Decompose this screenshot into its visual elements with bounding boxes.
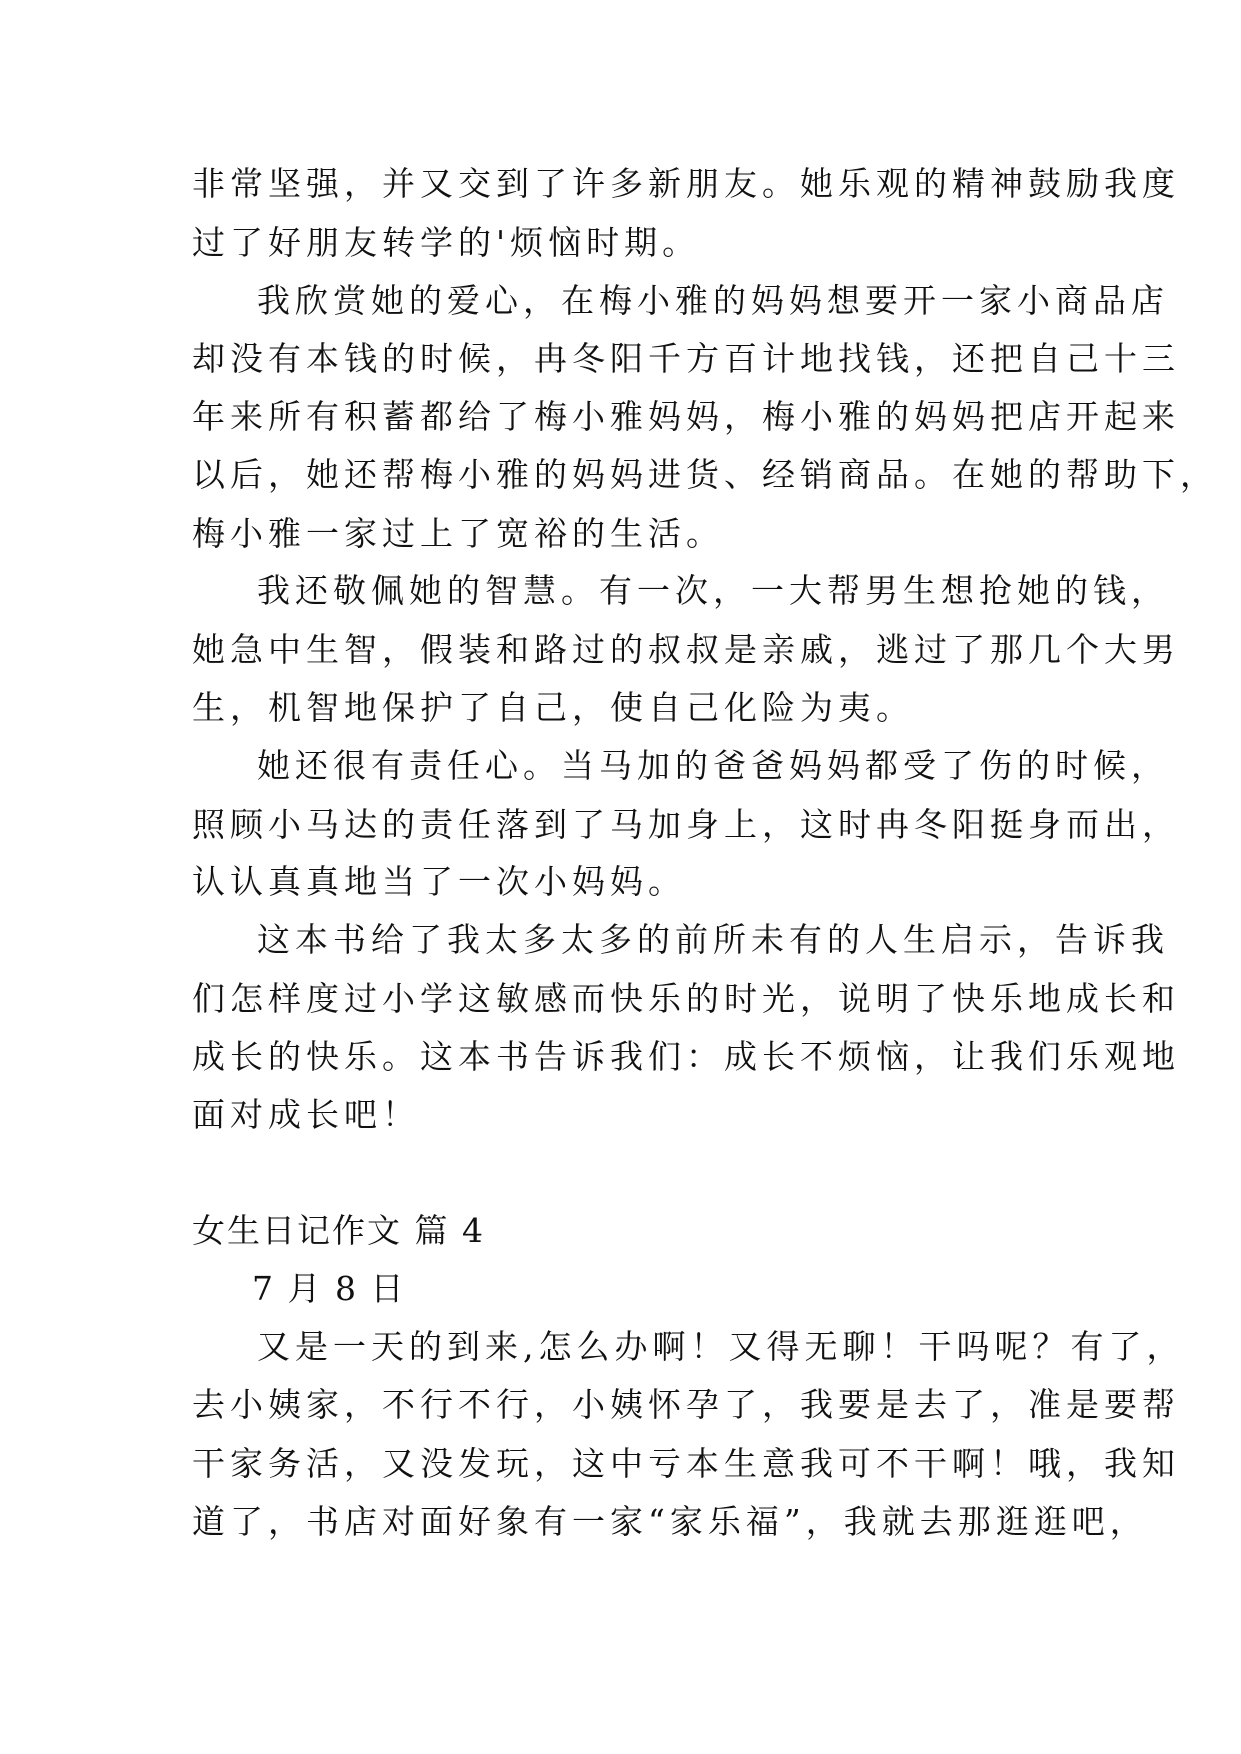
paragraph-start: 又是一天的到来,怎么办啊！又得无聊！干吗呢？有了， [257,1327,1185,1366]
diary-date: 7 月 8 日 [252,1269,406,1308]
text-line: 过了好朋友转学的'烦恼时期。 [192,223,701,262]
text-line: 去小姨家，不行不行，小姨怀孕了，我要是去了，准是要帮 [192,1385,1180,1424]
text-line: 却没有本钱的时候，冉冬阳千方百计地找钱，还把自己十三 [192,339,1180,378]
text-line: 认认真真地当了一次小妈妈。 [192,862,686,901]
text-line: 梅小雅一家过上了宽裕的生活。 [192,514,724,553]
text-line: 道了，书店对面好象有一家“家乐福”，我就去那逛逛吧， [192,1502,1148,1541]
text-line: 她急中生智，假装和路过的叔叔是亲戚，逃过了那几个大男 [192,630,1180,669]
text-line: 干家务活，又没发玩，这中亏本生意我可不干啊！哦，我知 [192,1444,1180,1483]
paragraph-start: 这本书给了我太多太多的前所未有的人生启示，告诉我 [257,920,1169,959]
section-title: 女生日记作文 篇 4 [192,1211,485,1250]
paragraph-start: 我欣赏她的爱心，在梅小雅的妈妈想要开一家小商品店 [257,281,1169,320]
text-line: 们怎样度过小学这敏感而快乐的时光，说明了快乐地成长和 [192,979,1180,1018]
text-line: 照顾小马达的责任落到了马加身上，这时冉冬阳挺身而出， [192,805,1180,844]
text-line: 以后，她还帮梅小雅的妈妈进货、经销商品。在她的帮助下， [192,455,1218,494]
text-line: 成长的快乐。这本书告诉我们：成长不烦恼，让我们乐观地 [192,1037,1180,1076]
text-line: 非常坚强，并又交到了许多新朋友。她乐观的精神鼓励我度 [192,164,1180,203]
text-line: 年来所有积蓄都给了梅小雅妈妈，梅小雅的妈妈把店开起来 [192,397,1180,436]
text-line: 生，机智地保护了自己，使自己化险为夷。 [192,688,914,727]
paragraph-start: 我还敬佩她的智慧。有一次，一大帮男生想抢她的钱， [257,571,1169,610]
paragraph-start: 她还很有责任心。当马加的爸爸妈妈都受了伤的时候， [257,746,1169,785]
text-line: 面对成长吧！ [192,1095,420,1134]
